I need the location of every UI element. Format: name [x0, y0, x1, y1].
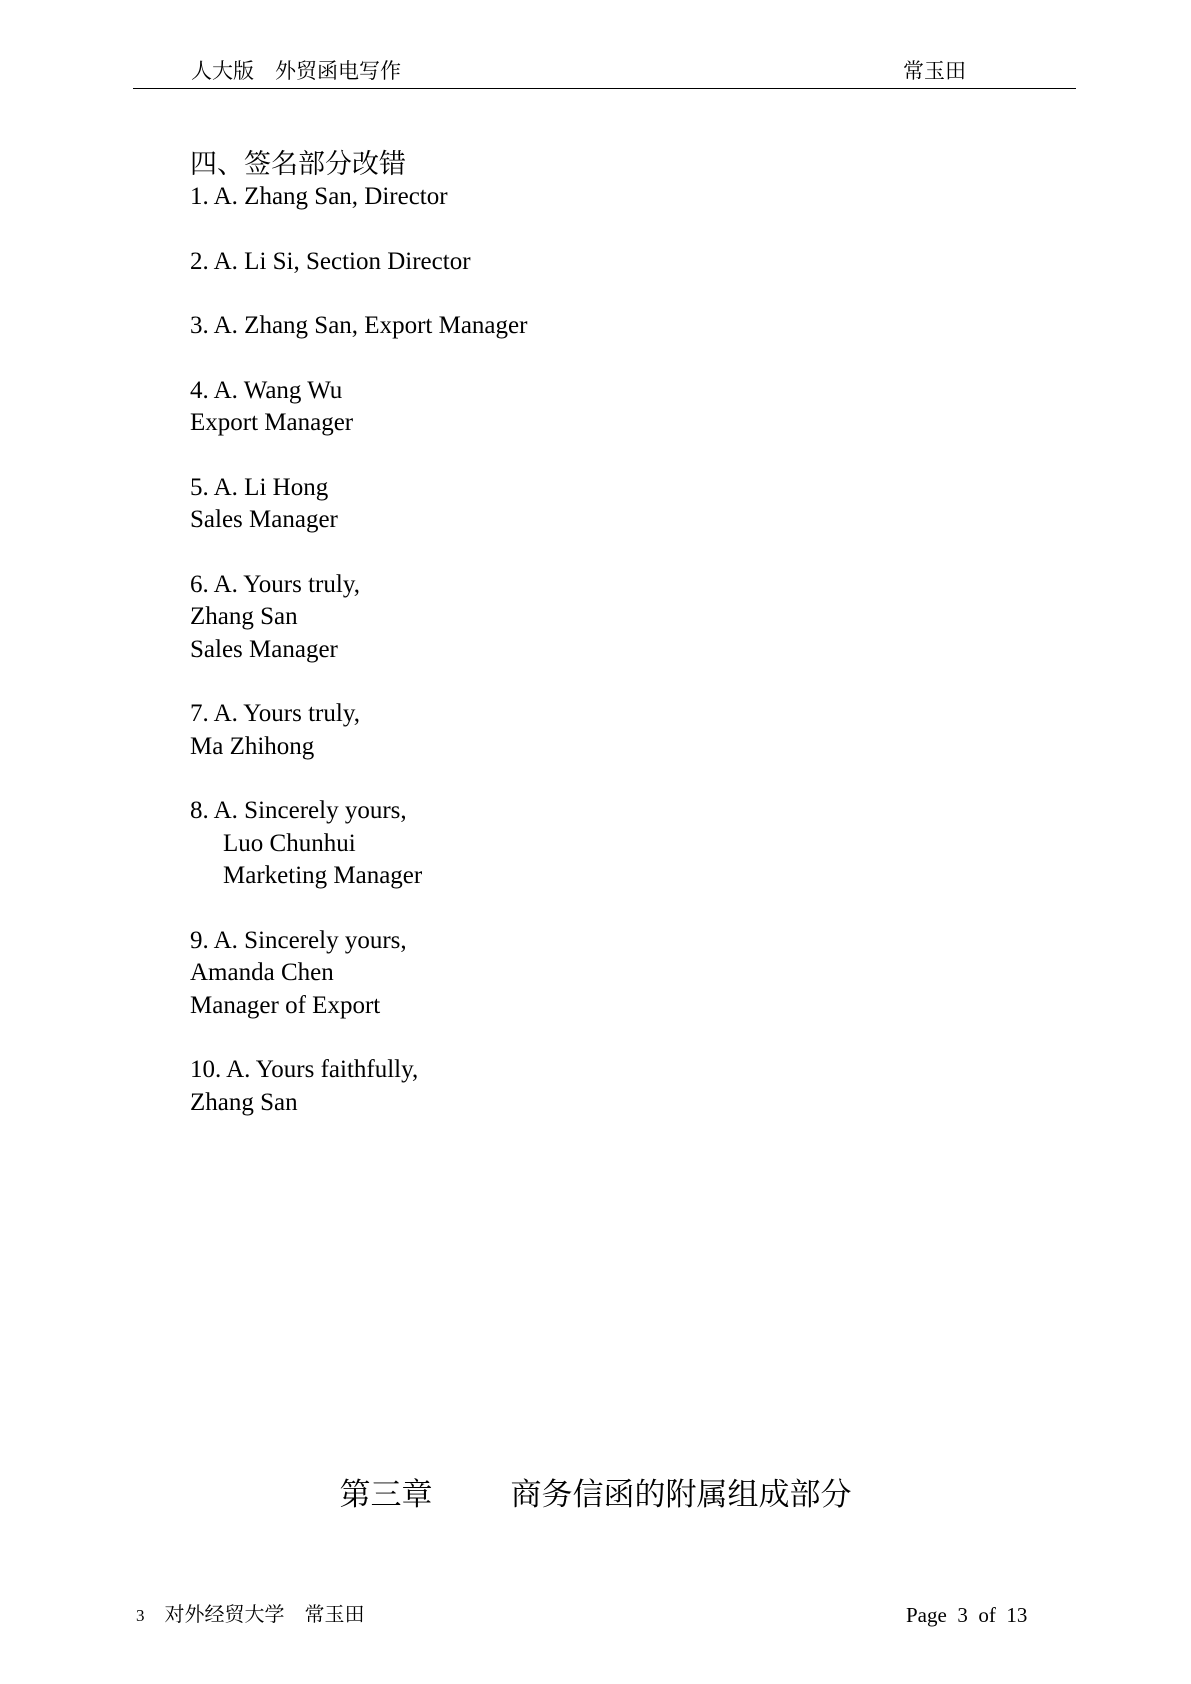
chapter-title: 商务信函的附属组成部分 [510, 1477, 852, 1512]
section-heading: 四、签名部分改错 [190, 149, 406, 179]
answer-line: 7. A. Yours truly, [190, 700, 360, 727]
answer-line: Zhang San [190, 1088, 298, 1116]
answer-line: 3. A. Zhang San, Export Manager [190, 312, 528, 339]
answer-line: 10. A. Yours faithfully, [190, 1056, 419, 1083]
answer-item [190, 1054, 990, 1119]
answer-item [190, 698, 990, 763]
answer-line: Marketing Manager [223, 862, 423, 889]
header-author: 常玉田 [903, 59, 966, 83]
answer-line: 8. A. Sincerely yours, [190, 797, 407, 824]
page-footer-left [136, 1602, 365, 1629]
answer-list [190, 181, 990, 1119]
footer-institution: 对外经贸大学 常玉田 [164, 1604, 365, 1626]
answer-line: Amanda Chen [190, 959, 334, 986]
footer-page-number: 3 [136, 1606, 145, 1625]
answer-line: 1. A. Zhang San, Director [190, 183, 448, 210]
answer-line: Ma Zhihong [190, 732, 315, 760]
answer-line: 4. A. Wang Wu [190, 376, 343, 404]
answer-line: 9. A. Sincerely yours, [190, 926, 407, 954]
answer-line: 2. A. Li Si, Section Director [190, 247, 471, 275]
page-header [133, 58, 1076, 89]
chapter-number: 第三章 [339, 1477, 433, 1512]
footer-page-count: Page 3 of 13 [906, 1603, 1028, 1627]
header-book-title: 人大版 外贸函电写作 [191, 59, 401, 83]
page-content [190, 148, 990, 1151]
answer-item [190, 310, 990, 343]
answer-item [190, 795, 990, 893]
answer-item [190, 375, 990, 440]
answer-line: Luo Chunhui [223, 829, 356, 857]
answer-line: Zhang San [190, 603, 298, 630]
answer-item [190, 472, 990, 537]
answer-item [190, 925, 990, 1023]
answer-item [190, 181, 990, 214]
answer-item [190, 569, 990, 667]
answer-line: Manager of Export [190, 991, 381, 1019]
answer-line: Sales Manager [190, 635, 338, 663]
answer-line: 5. A. Li Hong [190, 473, 329, 501]
answer-line: Sales Manager [190, 506, 338, 533]
answer-line: Export Manager [190, 409, 354, 436]
chapter-heading [0, 1475, 1191, 1515]
answer-line: 6. A. Yours truly, [190, 570, 360, 598]
answer-item [190, 246, 990, 279]
